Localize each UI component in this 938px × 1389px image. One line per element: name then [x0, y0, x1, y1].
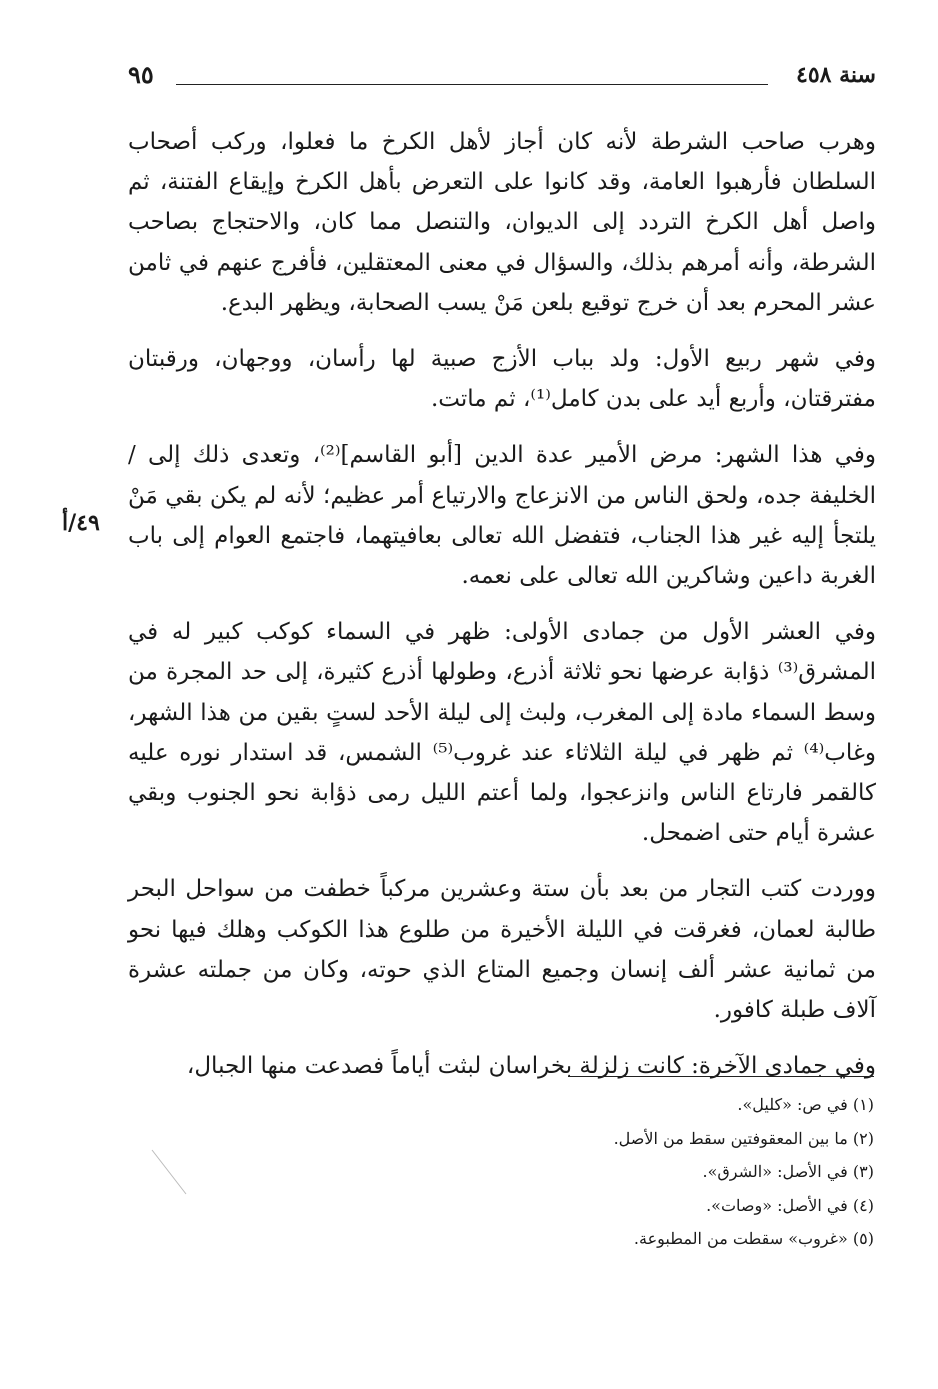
running-head-title: سنة ٤٥٨ [796, 62, 876, 88]
page-number: ٩٥ [128, 60, 154, 89]
footnote-4: (٤) في الأصل: «وصات». [706, 1195, 874, 1215]
paragraph-2: وفي شهر ربيع الأول: ولد بباب الأزج صبية لها رأسان، ووجهان، ورقبتان مفترقتان، وأربع أيد على بدن كامل⁽¹⁾، ثم ماتت. [128, 346, 876, 413]
header-rule [176, 84, 768, 85]
footnote-rule [568, 1076, 874, 1077]
paragraph-1: وهرب صاحب الشرطة لأنه كان أجاز لأهل الكرخ ما فعلوا، وركب أصحاب السلطان فأرهبوا العامة، وقد كانوا على التعرض بأهل الكرخ وإيقاع الفتنة، ثم واصل أهل الكرخ التردد إلى الديوان، والتنصل مما كان، والاحتجاج بصاحب الشرطة، وأنه أمرهم بذلك، والسؤال في معنى المعتقلين، فأفرج عنهم في ثامن عشر المحرم بعد أن خرج توقيع بلعن مَنْ يسب الصحابة، ويظهر البدع. [128, 129, 876, 316]
footnote-1: (١) في ص: «كليل». [737, 1095, 874, 1114]
footnote-3: (٣) في الأصل: «الشرق». [702, 1162, 874, 1181]
footnotes [274, 1088, 874, 1256]
running-head [128, 58, 876, 98]
scan-mark [150, 1148, 190, 1198]
paragraph-5: ووردت كتب التجار من بعد بأن ستة وعشرين مركباً خطفت من سواحل البحر طالبة لعمان، فغرقت في الليلة الأخيرة من طلوع هذا الكوكب وهلك فيها نحو من ثمانية عشر ألف إنسان وجميع المتاع الذي حوته، وكان من جملته عشرة آلاف طبلة كافور. [128, 876, 876, 1024]
paragraph-3: وفي هذا الشهر: مرض الأمير عدة الدين [أبو القاسم]⁽²⁾، وتعدى ذلك إلى / الخليفة جده، ولحق الناس من الانزعاج والارتياع أمر عظيم؛ لأنه لم يكن بقي مَنْ يلتجأ إليه غير هذا الجناب، فتفضل الله تعالى بعافيتهما، فاجتمع العوام إلى باب الغربة داعين وشاكرين الله تعالى على نعمه. [128, 442, 876, 590]
paragraph-6: وفي جمادى الآخرة: كانت زلزلة بخراسان لبثت أياماً فصدعت منها الجبال، [186, 1053, 876, 1080]
footnote-5: (٥) «غروب» سقطت من المطبوعة. [633, 1229, 874, 1248]
footnote-2: (٢) ما بين المعقوفتين سقط من الأصل. [613, 1128, 874, 1148]
margin-manuscript-folio: ٤٩/أ [62, 510, 100, 536]
main-text [128, 122, 876, 1102]
paragraph-4: وفي العشر الأول من جمادى الأولى: ظهر في السماء كوكب كبير له في المشرق⁽³⁾ ذؤابة عرضها نحو ثلاثة أذرع، وطولها أذرع كثيرة، إلى حد المجرة من وسط السماء مادة إلى المغرب، ولبث إلى ليلة الأحد لستٍ بقين من هذا الشهر، وغاب⁽⁴⁾ ثم ظهر في ليلة الثلاثاء عند غروب⁽⁵⁾ الشمس، قد استدار نوره عليه كالقمر فارتاع الناس وانزعجوا، ولما أعتم الليل رمى ذؤابة نحو الجنوب وبقي عشرة أيام حتى اضمحل. [128, 619, 877, 847]
